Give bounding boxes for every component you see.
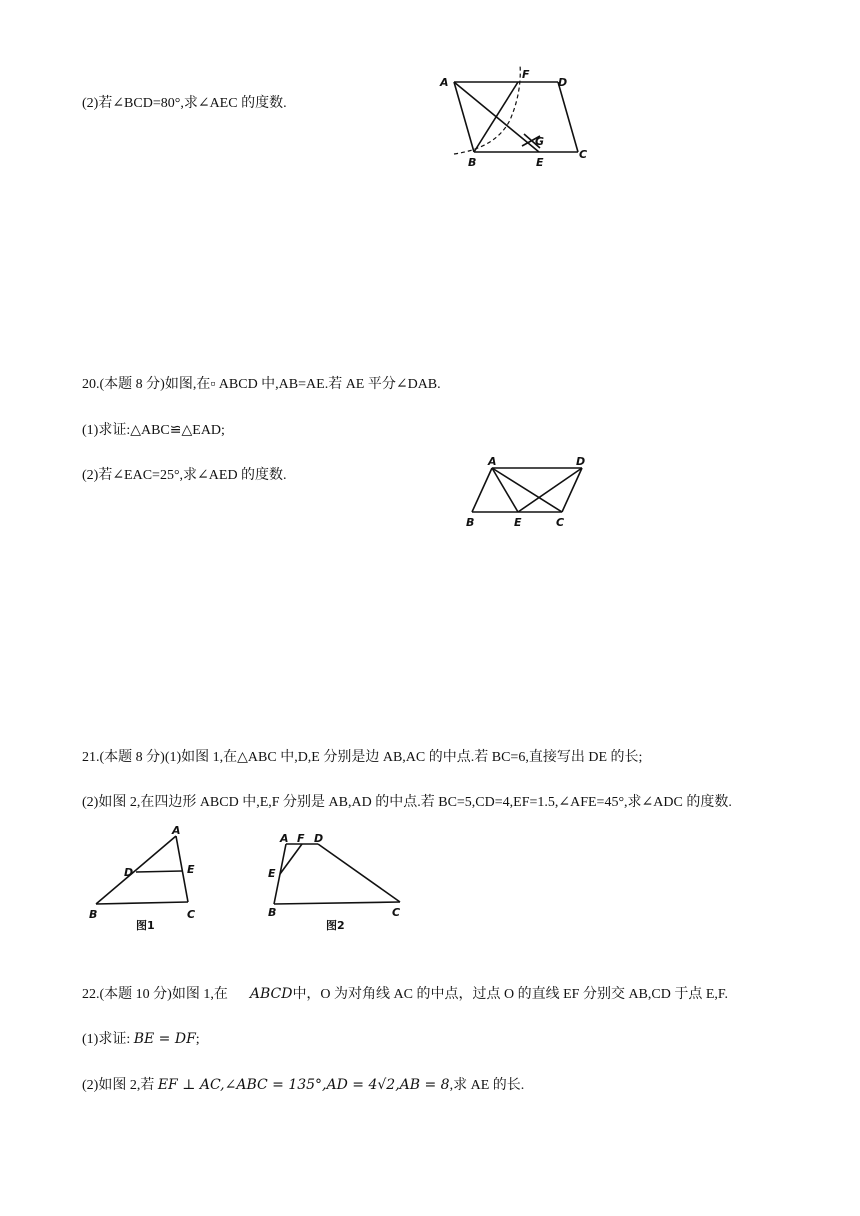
seg-AB: [454, 82, 474, 152]
seg-AE: [454, 82, 539, 152]
q22-part2-math: EF ⊥ AC,∠ABC = 135°,AD = 4√2,AB = 8: [157, 1077, 450, 1093]
seg-BC: [274, 902, 400, 904]
label-D: D: [558, 76, 568, 89]
q22-stem: [82, 985, 728, 1004]
q22-stem-math: ABCD: [249, 986, 293, 1002]
label-C: C: [579, 148, 588, 161]
q22-part2-text-b: ,求 AE 的长.: [449, 1078, 525, 1093]
q22-part1-math: BE = DF: [133, 1031, 196, 1047]
label-D: D: [576, 455, 586, 468]
q22-part2-text-a: (2)如图 2,若: [82, 1078, 158, 1093]
label-E: E: [268, 867, 276, 880]
caption-fig1: 图1: [136, 919, 155, 932]
label-B: B: [466, 516, 475, 529]
label-A: A: [172, 824, 181, 837]
label-C: C: [392, 906, 401, 919]
q20-part1: (1)求证:△ABC≌△EAD;: [82, 423, 225, 438]
seg-DC: [558, 82, 578, 152]
label-B: B: [89, 908, 98, 921]
seg-AB: [472, 468, 492, 512]
label-F: F: [297, 832, 305, 845]
label-A: A: [440, 76, 449, 89]
label-G: G: [535, 135, 545, 148]
q21-part1: 21.(本题 8 分)(1)如图 1,在△ABC 中,D,E 分别是边 AB,AC 的中点.若 BC=6,直接写出 DE 的长;: [82, 750, 643, 765]
figure-21-2: [266, 826, 416, 936]
label-B: B: [468, 156, 477, 169]
q20-part2: (2)若∠EAC=25°,求∠AED 的度数.: [82, 468, 287, 483]
q22-part2: [82, 1076, 524, 1095]
figure-21-1: [86, 826, 216, 936]
q22-stem-text-a: 22.(本题 10 分)如图 1,在: [82, 987, 228, 1002]
label-A: A: [280, 832, 289, 845]
label-E: E: [187, 863, 195, 876]
q22-stem-text-b: 中，O 为对角线 AC 的中点，过点 O 的直线 EF 分别交 AB,CD 于点 E,F.: [292, 987, 729, 1002]
label-C: C: [187, 908, 196, 921]
seg-AB: [96, 836, 176, 904]
caption-fig2: 图2: [326, 919, 345, 932]
seg-DC: [318, 844, 400, 902]
q22-part1-text-a: (1)求证:: [82, 1032, 134, 1047]
label-E: E: [514, 516, 522, 529]
label-E: E: [536, 156, 544, 169]
label-D: D: [124, 866, 134, 879]
q20-stem: 20.(本题 8 分)如图,在▫ ABCD 中,AB=AE.若 AE 平分∠DAB.: [82, 377, 441, 392]
q22-part1: [82, 1030, 200, 1049]
label-C: C: [556, 516, 565, 529]
seg-BC: [96, 902, 188, 904]
label-F: F: [522, 68, 530, 81]
label-B: B: [268, 906, 277, 919]
q19-part2: (2)若∠BCD=80°,求∠AEC 的度数.: [82, 96, 287, 111]
q21-part2: (2)如图 2,在四边形 ABCD 中,E,F 分别是 AB,AD 的中点.若 BC=5,CD=4,EF=1.5,∠AFE=45°,求∠ADC 的度数.: [82, 795, 732, 810]
figure-20: [462, 456, 592, 531]
label-D: D: [314, 832, 324, 845]
seg-AE: [492, 468, 518, 512]
label-A: A: [488, 455, 497, 468]
q22-part1-text-b: ;: [195, 1032, 200, 1047]
seg-DE: [136, 871, 182, 872]
figure-19: [436, 60, 596, 170]
